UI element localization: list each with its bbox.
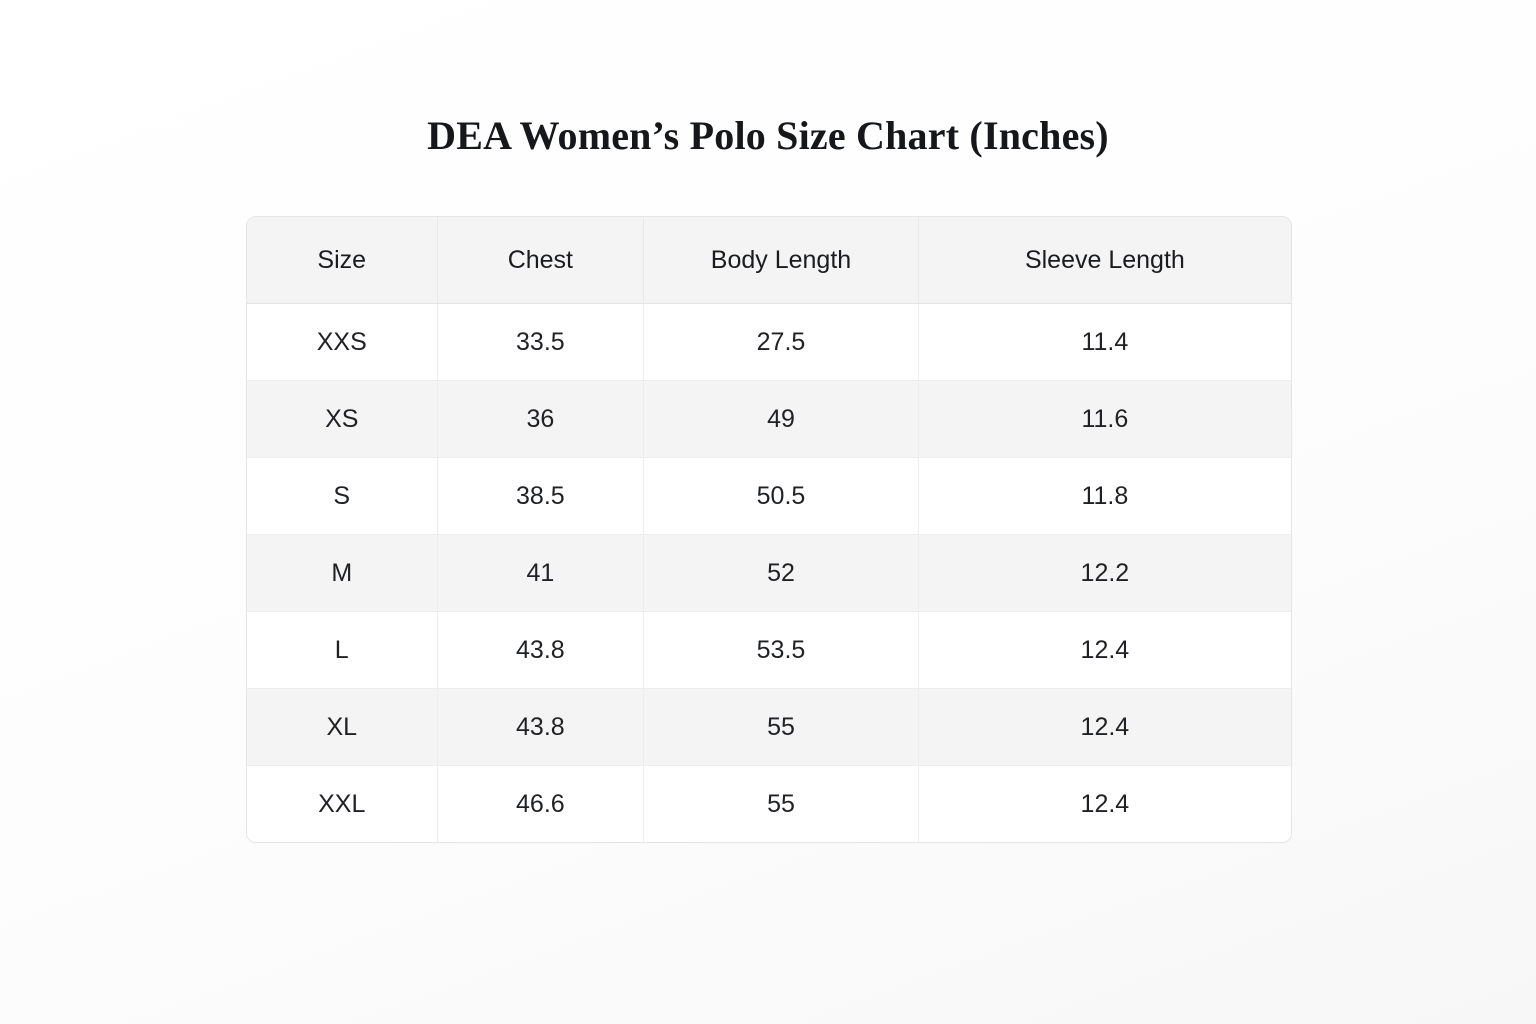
table-header (247, 217, 1291, 304)
cell-chest: 46.6 (437, 766, 644, 843)
cell-size: XS (247, 381, 437, 458)
table-row (247, 458, 1291, 535)
table-row (247, 535, 1291, 612)
table-header-row (247, 217, 1291, 304)
cell-body-length: 50.5 (644, 458, 919, 535)
cell-sleeve-length: 12.2 (918, 535, 1291, 612)
cell-sleeve-length: 11.6 (918, 381, 1291, 458)
table-body (247, 304, 1291, 843)
cell-sleeve-length: 12.4 (918, 689, 1291, 766)
table-row (247, 304, 1291, 381)
cell-chest: 41 (437, 535, 644, 612)
cell-chest: 43.8 (437, 612, 644, 689)
cell-chest: 38.5 (437, 458, 644, 535)
table-row (247, 689, 1291, 766)
column-header-size: Size (247, 217, 437, 304)
cell-sleeve-length: 11.8 (918, 458, 1291, 535)
column-header-sleeve-length: Sleeve Length (918, 217, 1291, 304)
cell-chest: 43.8 (437, 689, 644, 766)
cell-chest: 33.5 (437, 304, 644, 381)
size-chart-table-container (246, 216, 1292, 843)
cell-size: XXS (247, 304, 437, 381)
table-row (247, 766, 1291, 843)
cell-body-length: 55 (644, 766, 919, 843)
table-row (247, 612, 1291, 689)
column-header-chest: Chest (437, 217, 644, 304)
column-header-body-length: Body Length (644, 217, 919, 304)
table-row (247, 381, 1291, 458)
cell-size: M (247, 535, 437, 612)
size-chart-table (247, 217, 1291, 842)
cell-body-length: 52 (644, 535, 919, 612)
cell-sleeve-length: 11.4 (918, 304, 1291, 381)
cell-size: S (247, 458, 437, 535)
cell-chest: 36 (437, 381, 644, 458)
cell-size: L (247, 612, 437, 689)
cell-size: XL (247, 689, 437, 766)
cell-body-length: 49 (644, 381, 919, 458)
cell-body-length: 53.5 (644, 612, 919, 689)
cell-size: XXL (247, 766, 437, 843)
cell-sleeve-length: 12.4 (918, 612, 1291, 689)
cell-body-length: 55 (644, 689, 919, 766)
cell-body-length: 27.5 (644, 304, 919, 381)
page-title: DEA Women’s Polo Size Chart (Inches) (427, 113, 1109, 158)
cell-sleeve-length: 12.4 (918, 766, 1291, 843)
